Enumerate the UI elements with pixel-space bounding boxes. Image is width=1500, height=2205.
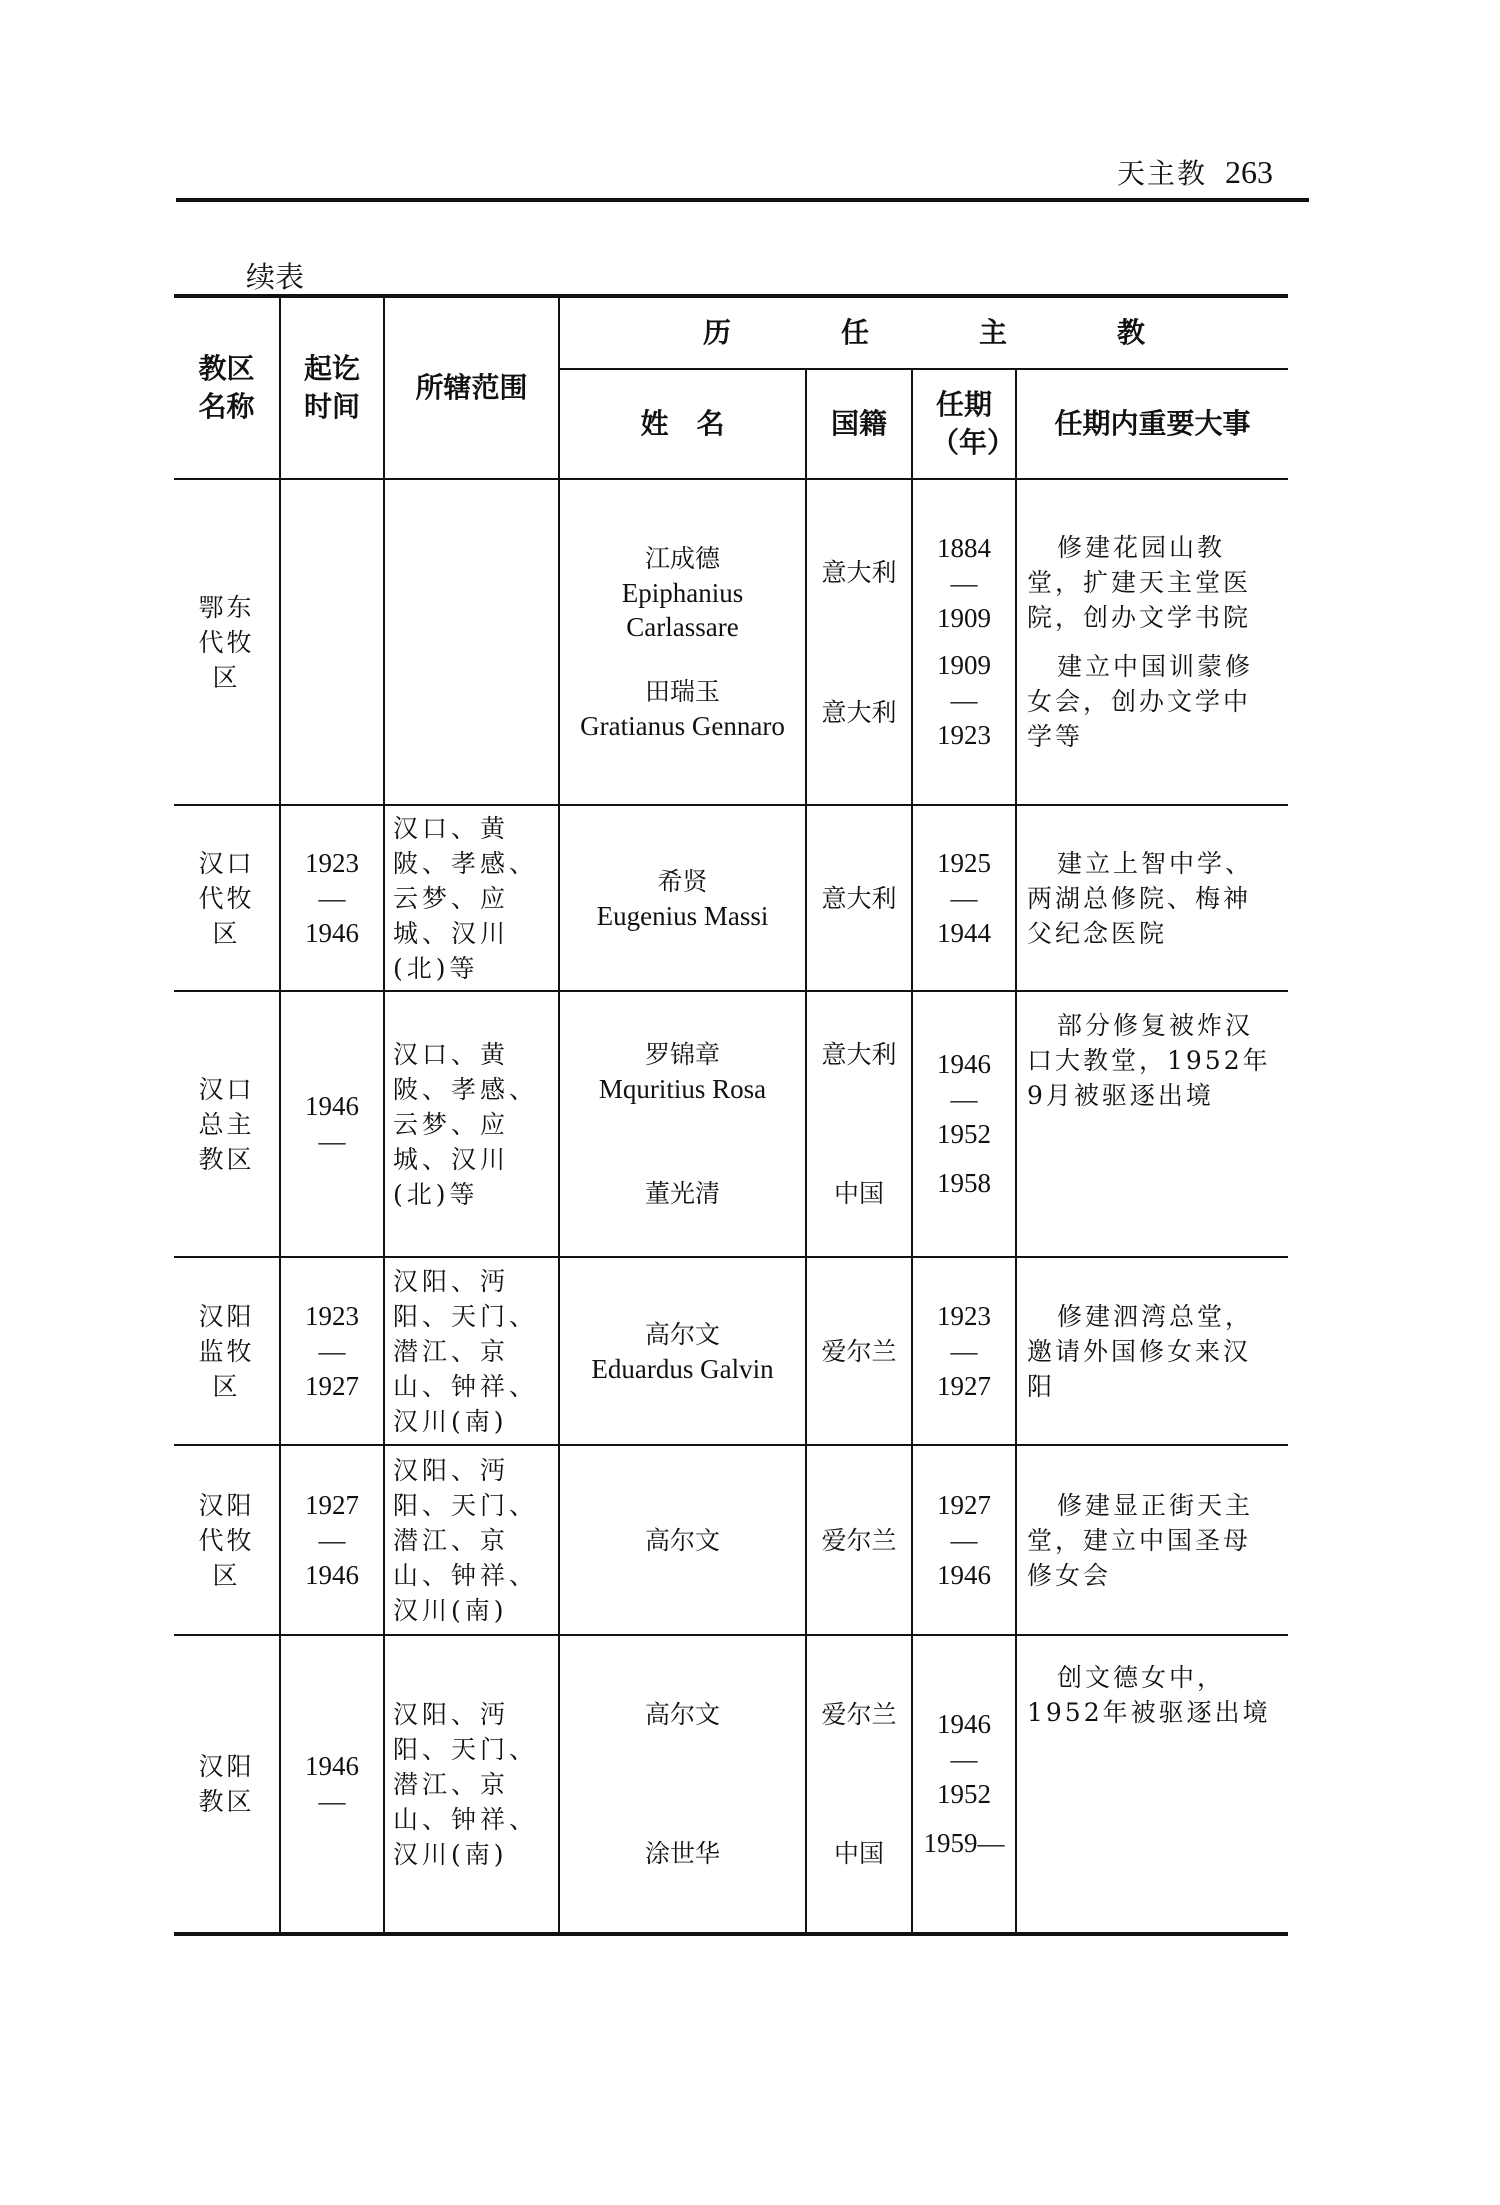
term-end: 1952	[937, 1779, 991, 1809]
continuation-label: 续表	[246, 260, 305, 294]
period-cell	[280, 479, 384, 805]
diocese-name: 鄂东代牧区	[174, 479, 280, 805]
term-dash: —	[950, 1335, 978, 1366]
term-cell	[912, 1635, 1016, 1934]
period-start: 1946	[305, 1091, 359, 1121]
period-cell	[280, 991, 384, 1257]
period-dash: —	[318, 1126, 346, 1156]
running-head-text	[1117, 152, 1273, 192]
bishop-name-zh: 高尔文	[644, 1525, 720, 1555]
diocese-name: 汉口总主教区	[174, 991, 280, 1257]
bishop-nationality: 中国	[833, 1179, 884, 1208]
bishop-nationality: 中国	[833, 1839, 884, 1868]
scope-cell	[384, 479, 559, 805]
term-end: 1946	[937, 1559, 991, 1590]
table-row	[174, 1635, 1288, 1934]
period-start: 1927	[305, 1489, 359, 1520]
bishop-name-zh: 江成德	[644, 544, 720, 573]
scope-cell: 汉口、黄陂、孝感、云梦、应城、汉川(北)等	[384, 991, 559, 1257]
period-dash: —	[318, 1786, 346, 1816]
term-dash: —	[950, 1084, 978, 1114]
header-diocese: 教区名称	[174, 296, 280, 479]
bishop-name-zh: 涂世华	[644, 1839, 720, 1868]
term-start: 1884	[937, 533, 991, 563]
period-end: 1946	[305, 1559, 359, 1590]
term-end: 1923	[937, 720, 991, 750]
name-cell	[559, 991, 806, 1257]
events-cell	[1016, 1635, 1288, 1934]
term-cell	[912, 1445, 1016, 1635]
event-text: 部分修复被炸汉口大教堂，1952年9月被驱逐出境	[1027, 1011, 1271, 1110]
scope-cell: 汉阳、沔阳、天门、潜江、京山、钟祥、汉川(南)	[384, 1257, 559, 1445]
header-period: 起讫时间	[280, 296, 384, 479]
term-start: 1959—	[923, 1828, 1005, 1858]
bishops-table	[174, 294, 1288, 1936]
term-start: 1946	[937, 1709, 991, 1739]
term-start: 1946	[937, 1049, 991, 1079]
period-start: 1946	[305, 1751, 359, 1781]
period-cell	[280, 805, 384, 991]
period-cell	[280, 1445, 384, 1635]
events-cell	[1016, 1445, 1288, 1635]
period-cell	[280, 1635, 384, 1934]
period-start: 1923	[305, 847, 359, 878]
period-start: 1923	[305, 1300, 359, 1331]
name-cell	[559, 1635, 806, 1934]
bishop-name-zh: 罗锦章	[644, 1040, 720, 1069]
bishop-name-latin: Eugenius Massi	[596, 900, 769, 931]
bishop-name-zh: 董光清	[644, 1179, 720, 1208]
bishop-name-latin: Gratianus Gennaro	[580, 711, 785, 741]
period-dash: —	[318, 1524, 346, 1555]
table-row	[174, 805, 1288, 991]
nationality-cell	[806, 479, 912, 805]
table-row	[174, 1445, 1288, 1635]
term-cell	[912, 1257, 1016, 1445]
table-row	[174, 1257, 1288, 1445]
term-dash: —	[950, 882, 978, 913]
bishop-nationality: 意大利	[821, 697, 897, 727]
name-cell	[559, 1257, 806, 1445]
bishop-name-zh: 高尔文	[644, 1700, 720, 1729]
name-cell	[559, 479, 806, 805]
term-cell	[912, 805, 1016, 991]
header-term: 任期（年）	[912, 369, 1016, 479]
nationality-cell	[806, 1635, 912, 1934]
events-cell	[1016, 991, 1288, 1257]
term-start: 1909	[937, 650, 991, 680]
term-start: 1925	[937, 847, 991, 878]
events-cell	[1016, 479, 1288, 805]
header-bishops-group: 历任主教	[559, 296, 1288, 369]
term-end: 1944	[937, 917, 991, 948]
bishop-name-latin: Eduardus Galvin	[591, 1353, 774, 1384]
period-end: 1946	[305, 917, 359, 948]
header-nationality: 国籍	[806, 369, 912, 479]
event-text: 修建显正街天主堂，建立中国圣母修女会	[1027, 1490, 1254, 1590]
term-start: 1927	[937, 1489, 991, 1520]
name-cell	[559, 805, 806, 991]
events-cell	[1016, 805, 1288, 991]
table-row	[174, 479, 1288, 805]
bishop-nationality: 爱尔兰	[821, 1700, 897, 1729]
term-dash: —	[950, 685, 978, 715]
event-text: 建立上智中学、两湖总修院、梅神父纪念医院	[1027, 848, 1254, 948]
header-events: 任期内重要大事	[1016, 369, 1288, 479]
term-end: 1927	[937, 1370, 991, 1401]
bishops-table-wrapper	[174, 294, 1288, 1936]
bishop-nationality: 意大利	[806, 805, 912, 991]
bishop-nationality: 意大利	[821, 1040, 897, 1069]
term-end: 1952	[937, 1119, 991, 1149]
event-text: 修建泗湾总堂，邀请外国修女来汉阳	[1027, 1301, 1254, 1401]
term-end: 1909	[937, 603, 991, 633]
period-dash: —	[318, 1335, 346, 1366]
nationality-cell	[806, 991, 912, 1257]
period-end: 1927	[305, 1370, 359, 1401]
diocese-name: 汉阳教区	[174, 1635, 280, 1934]
period-dash: —	[318, 882, 346, 913]
term-dash: —	[950, 1744, 978, 1774]
bishop-name-latin: Mquritius Rosa	[598, 1074, 767, 1104]
term-dash: —	[950, 1524, 978, 1555]
header-scope: 所辖范围	[384, 296, 559, 479]
bishop-name-zh: 田瑞玉	[644, 677, 720, 706]
scope-cell: 汉阳、沔阳、天门、潜江、京山、钟祥、汉川(南)	[384, 1445, 559, 1635]
section-title: 天主教	[1116, 157, 1207, 190]
header-name: 姓 名	[559, 369, 806, 479]
diocese-name: 汉阳代牧区	[174, 1445, 280, 1635]
term-cell	[912, 479, 1016, 805]
diocese-name: 汉口代牧区	[174, 805, 280, 991]
event-text: 创文德女中，1952年被驱逐出境	[1027, 1663, 1271, 1727]
running-head	[176, 148, 1309, 202]
period-cell	[280, 1257, 384, 1445]
page-number: 263	[1225, 154, 1273, 190]
bishop-name-zh: 高尔文	[644, 1319, 720, 1349]
bishop-nationality: 爱尔兰	[806, 1257, 912, 1445]
diocese-name: 汉阳监牧区	[174, 1257, 280, 1445]
term-start: 1923	[937, 1300, 991, 1331]
scope-cell: 汉口、黄陂、孝感、云梦、应城、汉川(北)等	[384, 805, 559, 991]
bishop-name-latin: Epiphanius Carlassare	[621, 578, 744, 642]
term-dash: —	[950, 568, 978, 598]
term-start: 1958	[937, 1168, 991, 1198]
term-cell	[912, 991, 1016, 1257]
scope-cell: 汉阳、沔阳、天门、潜江、京山、钟祥、汉川(南)	[384, 1635, 559, 1934]
events-cell	[1016, 1257, 1288, 1445]
event-text: 修建花园山教堂，扩建天主堂医院，创办文学书院	[1027, 533, 1252, 632]
event-text: 建立中国训蒙修女会，创办文学中学等	[1027, 652, 1254, 751]
bishop-nationality: 爱尔兰	[806, 1445, 912, 1635]
table-row	[174, 991, 1288, 1257]
name-cell	[559, 1445, 806, 1635]
bishop-nationality: 意大利	[821, 557, 897, 587]
bishop-name-zh: 希贤	[657, 866, 708, 896]
